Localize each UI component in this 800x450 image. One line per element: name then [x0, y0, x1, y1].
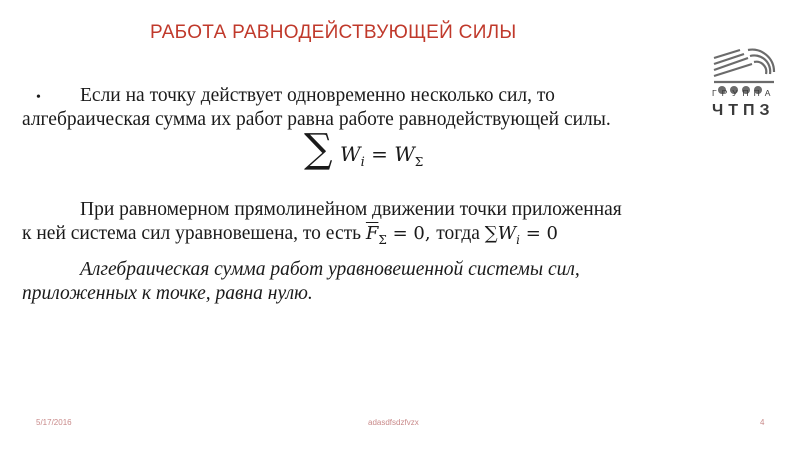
- footer-text: adasdfsdzfvzx: [368, 418, 419, 427]
- logo-label-chtpz: ЧТПЗ: [712, 102, 775, 119]
- slide-title: РАБОТА РАВНОДЕЙСТВУЮЩЕЙ СИЛЫ: [150, 22, 517, 43]
- logo-label-group: ГРУППА: [712, 88, 776, 98]
- sum-symbol: ∑: [304, 126, 333, 172]
- para3-line2: приложенных к точке, равна нулю.: [22, 283, 313, 304]
- bullet: •: [36, 90, 41, 105]
- formula-expression: $W_i = W_\Sigma$: [340, 142, 424, 170]
- para2-line2: к ней система сил уравновешена, то есть $\overline{F}_\Sigma = 0$, тогда $\sum W_i = 0$: [22, 223, 558, 247]
- para1-line1: Если на точку действует одновременно несколько сил, то: [80, 85, 555, 106]
- para2-line1: При равномерном прямолинейном движении точки приложенная: [80, 199, 622, 220]
- para1-line2: алгебраическая сумма их работ равна работе равнодействующей силы.: [22, 109, 611, 130]
- footer-date: 5/17/2016: [36, 418, 72, 427]
- para3-line1: Алгебраическая сумма работ уравновешенной системы сил,: [80, 259, 580, 280]
- footer-page-number: 4: [760, 418, 765, 427]
